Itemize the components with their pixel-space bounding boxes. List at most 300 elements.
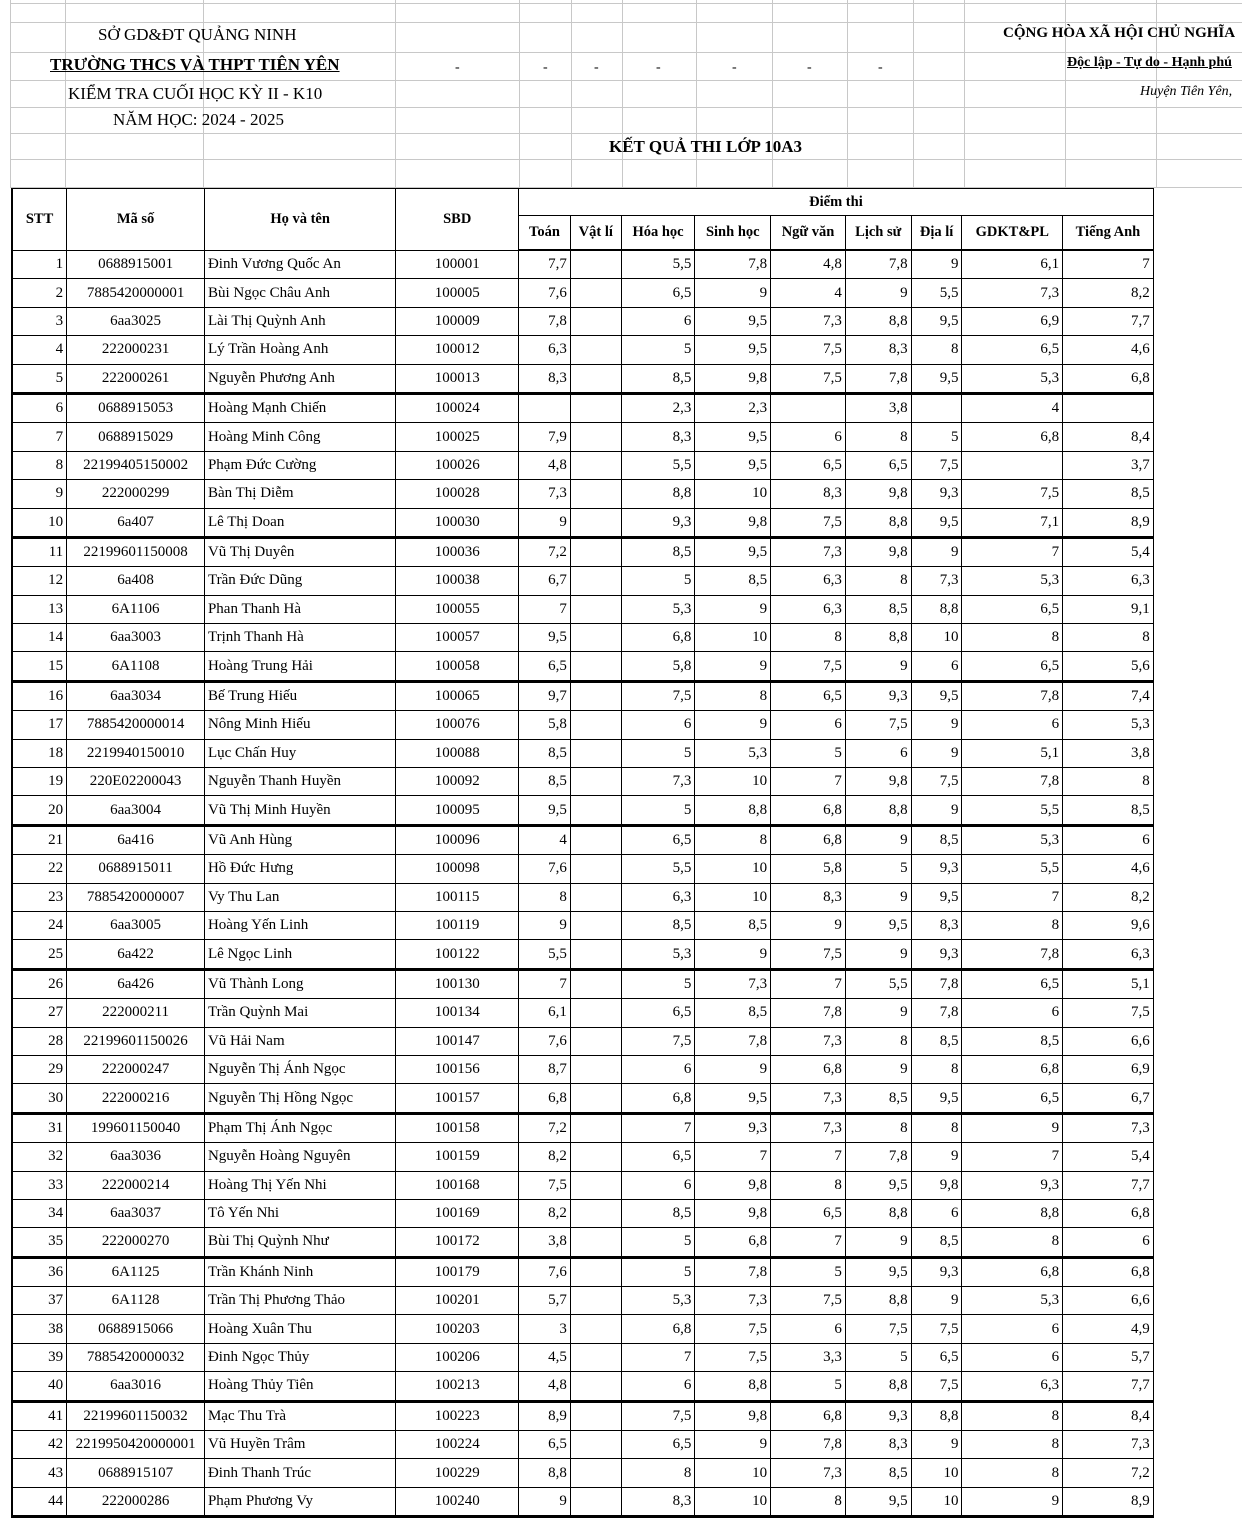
cell-gdktpl: 5,3	[962, 825, 1063, 854]
cell-maso: 199601150040	[67, 1113, 205, 1142]
cell-nguvan: 7,5	[771, 336, 846, 364]
cell-gdktpl: 9	[962, 1487, 1063, 1516]
cell-diali: 6	[911, 1199, 962, 1227]
cell-stt: 15	[12, 652, 67, 681]
cell-name: Hoàng Thị Yến Nhi	[204, 1171, 395, 1199]
cell-nguvan: 7	[771, 768, 846, 796]
cell-toan: 4	[519, 825, 571, 854]
cell-toan: 8,5	[519, 768, 571, 796]
cell-name: Lê Ngọc Linh	[204, 940, 395, 969]
cell-stt: 34	[12, 1199, 67, 1227]
cell-lichsu: 8	[845, 1027, 911, 1055]
cell-stt: 11	[12, 537, 67, 566]
cell-stt: 20	[12, 796, 67, 825]
cell-hoahoc: 6,8	[621, 1315, 695, 1343]
cell-toan: 7,6	[519, 855, 571, 883]
table-row	[12, 1287, 1242, 1315]
cell-vatli	[570, 393, 621, 422]
cell-tienganh: 5,4	[1063, 537, 1154, 566]
cell-extra	[1153, 508, 1242, 537]
cell-tienganh: 9,1	[1063, 595, 1154, 623]
cell-nguvan: 4,8	[771, 250, 846, 279]
cell-vatli	[570, 1315, 621, 1343]
cell-diali: 8	[911, 336, 962, 364]
cell-stt: 38	[12, 1315, 67, 1343]
cell-sinhhoc: 9	[695, 1055, 771, 1083]
cell-sinhhoc: 8,5	[695, 911, 771, 939]
cell-hoahoc: 5	[621, 1228, 695, 1257]
cell-sbd: 100076	[396, 711, 519, 739]
cell-nguvan: 7,5	[771, 652, 846, 681]
cell-maso: 222000211	[67, 999, 205, 1027]
cell-gdktpl: 6,5	[962, 595, 1063, 623]
cell-lichsu: 7,8	[845, 1143, 911, 1171]
cell-lichsu: 9,3	[845, 1401, 911, 1430]
header-subject: Địa lí	[911, 216, 962, 251]
cell-diali: 9,3	[911, 1257, 962, 1286]
cell-sbd: 100122	[396, 940, 519, 969]
table-row	[12, 1171, 1242, 1199]
cell-lichsu: 3,8	[845, 393, 911, 422]
cell-lichsu: 8,5	[845, 595, 911, 623]
cell-extra	[1153, 336, 1242, 364]
cell-tienganh: 8,5	[1063, 796, 1154, 825]
dash-1: -	[455, 60, 460, 75]
cell-extra	[1153, 825, 1242, 854]
cell-extra	[1153, 1287, 1242, 1315]
cell-nguvan: 6,8	[771, 796, 846, 825]
cell-sinhhoc: 7,5	[695, 1343, 771, 1371]
cell-toan: 8,8	[519, 1459, 571, 1487]
cell-maso: 6aa3003	[67, 624, 205, 652]
header-stt: STT	[12, 189, 67, 251]
cell-lichsu: 8,3	[845, 336, 911, 364]
cell-diali: 9,5	[911, 508, 962, 537]
place-date: Huyện Tiên Yên,	[1140, 84, 1233, 99]
cell-name: Mạc Thu Trà	[204, 1401, 395, 1430]
cell-name: Đinh Vương Quốc An	[204, 250, 395, 279]
cell-vatli	[570, 1459, 621, 1487]
cell-vatli	[570, 1143, 621, 1171]
cell-nguvan: 6	[771, 423, 846, 451]
cell-name: Lài Thị Quỳnh Anh	[204, 307, 395, 335]
cell-name: Lục Chấn Huy	[204, 739, 395, 767]
cell-stt: 41	[12, 1401, 67, 1430]
cell-toan: 4,8	[519, 451, 571, 479]
cell-diali: 9,5	[911, 681, 962, 710]
cell-extra	[1153, 1372, 1242, 1401]
cell-sbd: 100168	[396, 1171, 519, 1199]
cell-nguvan: 7,3	[771, 1084, 846, 1113]
cell-gdktpl: 6	[962, 1343, 1063, 1371]
cell-gdktpl: 7,1	[962, 508, 1063, 537]
cell-lichsu: 8,8	[845, 307, 911, 335]
cell-maso: 6a408	[67, 567, 205, 595]
cell-sbd: 100179	[396, 1257, 519, 1286]
cell-tienganh: 6,3	[1063, 940, 1154, 969]
cell-toan: 7,6	[519, 1257, 571, 1286]
cell-stt: 18	[12, 739, 67, 767]
cell-gdktpl: 5,5	[962, 796, 1063, 825]
cell-maso: 6aa3037	[67, 1199, 205, 1227]
cell-nguvan: 3,3	[771, 1343, 846, 1371]
header-subject: Ngữ văn	[771, 216, 846, 251]
cell-extra	[1153, 911, 1242, 939]
cell-nguvan: 7,3	[771, 1113, 846, 1142]
cell-gdktpl: 5,5	[962, 855, 1063, 883]
cell-lichsu: 7,8	[845, 250, 911, 279]
cell-gdktpl: 5,3	[962, 364, 1063, 393]
cell-tienganh: 5,1	[1063, 969, 1154, 998]
table-row	[12, 1372, 1242, 1401]
cell-gdktpl: 9,3	[962, 1171, 1063, 1199]
cell-stt: 28	[12, 1027, 67, 1055]
cell-vatli	[570, 681, 621, 710]
table-row	[12, 796, 1242, 825]
cell-name: Bế Trung Hiếu	[204, 681, 395, 710]
table-row	[12, 1228, 1242, 1257]
cell-maso: 222000214	[67, 1171, 205, 1199]
cell-name: Phạm Đức Cường	[204, 451, 395, 479]
cell-tienganh: 7	[1063, 250, 1154, 279]
cell-nguvan: 7	[771, 1228, 846, 1257]
cell-maso: 2219950420000001	[67, 1431, 205, 1459]
cell-diali: 7,5	[911, 768, 962, 796]
cell-maso: 6aa3036	[67, 1143, 205, 1171]
cell-extra	[1153, 423, 1242, 451]
cell-tienganh: 8,9	[1063, 508, 1154, 537]
cell-diali: 8,5	[911, 825, 962, 854]
cell-nguvan: 8,3	[771, 480, 846, 508]
cell-diali: 5	[911, 423, 962, 451]
cell-extra	[1153, 1401, 1242, 1430]
cell-maso: 6aa3025	[67, 307, 205, 335]
cell-lichsu: 8	[845, 423, 911, 451]
cell-toan: 8,7	[519, 1055, 571, 1083]
cell-name: Hoàng Xuân Thu	[204, 1315, 395, 1343]
cell-sbd: 100088	[396, 739, 519, 767]
cell-stt: 32	[12, 1143, 67, 1171]
cell-gdktpl: 7,8	[962, 681, 1063, 710]
cell-nguvan: 6,5	[771, 1199, 846, 1227]
cell-hoahoc: 8,3	[621, 1487, 695, 1516]
cell-gdktpl: 6,8	[962, 423, 1063, 451]
cell-name: Tô Yến Nhi	[204, 1199, 395, 1227]
cell-sinhhoc: 10	[695, 855, 771, 883]
cell-sbd: 100005	[396, 279, 519, 307]
cell-name: Vũ Hải Nam	[204, 1027, 395, 1055]
cell-stt: 7	[12, 423, 67, 451]
header-subject: Vật lí	[570, 216, 621, 251]
cell-sbd: 100026	[396, 451, 519, 479]
cell-maso: 22199405150002	[67, 451, 205, 479]
cell-stt: 12	[12, 567, 67, 595]
cell-stt: 36	[12, 1257, 67, 1286]
cell-sinhhoc: 7,5	[695, 1315, 771, 1343]
cell-lichsu: 8,8	[845, 1372, 911, 1401]
cell-hoahoc: 9,3	[621, 508, 695, 537]
cell-name: Vũ Huyền Trâm	[204, 1431, 395, 1459]
cell-maso: 2219940150010	[67, 739, 205, 767]
cell-vatli	[570, 336, 621, 364]
cell-lichsu: 9	[845, 1055, 911, 1083]
cell-maso: 22199601150032	[67, 1401, 205, 1430]
cell-name: Nguyễn Thanh Huyền	[204, 768, 395, 796]
cell-extra	[1153, 1257, 1242, 1286]
cell-gdktpl: 6	[962, 999, 1063, 1027]
cell-diali: 9	[911, 537, 962, 566]
cell-sbd: 100024	[396, 393, 519, 422]
cell-name: Phạm Phương Vy	[204, 1487, 395, 1516]
header-name: Họ và tên	[204, 189, 395, 251]
cell-sinhhoc: 10	[695, 883, 771, 911]
cell-sbd: 100096	[396, 825, 519, 854]
cell-name: Phạm Thị Ánh Ngọc	[204, 1113, 395, 1142]
cell-nguvan: 6,8	[771, 825, 846, 854]
cell-maso: 222000270	[67, 1228, 205, 1257]
cell-diali: 9	[911, 739, 962, 767]
cell-toan: 7	[519, 595, 571, 623]
cell-vatli	[570, 1343, 621, 1371]
cell-vatli	[570, 940, 621, 969]
cell-diali: 7,3	[911, 567, 962, 595]
cell-vatli	[570, 911, 621, 939]
cell-sinhhoc: 9,5	[695, 336, 771, 364]
cell-sinhhoc: 10	[695, 1487, 771, 1516]
cell-tienganh: 8,2	[1063, 279, 1154, 307]
cell-sbd: 100038	[396, 567, 519, 595]
cell-tienganh: 7,3	[1063, 1113, 1154, 1142]
cell-extra	[1153, 739, 1242, 767]
cell-lichsu: 5,5	[845, 969, 911, 998]
cell-name: Trần Đức Dũng	[204, 567, 395, 595]
cell-stt: 6	[12, 393, 67, 422]
cell-vatli	[570, 1027, 621, 1055]
table-row	[12, 250, 1242, 279]
cell-extra	[1153, 537, 1242, 566]
cell-diali: 9	[911, 711, 962, 739]
cell-name: Hồ Đức Hưng	[204, 855, 395, 883]
cell-extra	[1153, 1113, 1242, 1142]
cell-gdktpl: 7	[962, 1143, 1063, 1171]
cell-diali: 7,5	[911, 1315, 962, 1343]
cell-vatli	[570, 451, 621, 479]
cell-sinhhoc: 9,5	[695, 537, 771, 566]
header-subject: GDKT&PL	[962, 216, 1063, 251]
cell-gdktpl: 9	[962, 1113, 1063, 1142]
header-subject: Tiếng Anh	[1063, 216, 1154, 251]
table-row	[12, 508, 1242, 537]
cell-gdktpl: 8,5	[962, 1027, 1063, 1055]
table-row	[12, 969, 1242, 998]
cell-hoahoc: 6,5	[621, 1143, 695, 1171]
cell-tienganh: 8	[1063, 768, 1154, 796]
cell-stt: 22	[12, 855, 67, 883]
header-subject: Toán	[519, 216, 571, 251]
cell-toan: 4,8	[519, 1372, 571, 1401]
cell-nguvan: 5	[771, 739, 846, 767]
cell-extra	[1153, 681, 1242, 710]
cell-lichsu: 8,8	[845, 624, 911, 652]
cell-extra	[1153, 451, 1242, 479]
cell-toan: 5,7	[519, 1287, 571, 1315]
cell-hoahoc: 8,5	[621, 537, 695, 566]
cell-sinhhoc: 8,8	[695, 1372, 771, 1401]
cell-extra	[1153, 1171, 1242, 1199]
cell-hoahoc: 8,5	[621, 911, 695, 939]
cell-gdktpl: 8	[962, 1401, 1063, 1430]
table-row	[12, 279, 1242, 307]
header-subject: Lịch sử	[845, 216, 911, 251]
cell-tienganh: 7,5	[1063, 999, 1154, 1027]
cell-toan: 4,5	[519, 1343, 571, 1371]
cell-sinhhoc: 9	[695, 652, 771, 681]
cell-nguvan: 7,5	[771, 940, 846, 969]
cell-name: Nguyễn Hoàng Nguyên	[204, 1143, 395, 1171]
cell-stt: 16	[12, 681, 67, 710]
cell-maso: 222000216	[67, 1084, 205, 1113]
table-row	[12, 739, 1242, 767]
cell-tienganh	[1063, 393, 1154, 422]
cell-toan: 7,8	[519, 307, 571, 335]
cell-hoahoc: 6	[621, 307, 695, 335]
cell-vatli	[570, 883, 621, 911]
table-row	[12, 624, 1242, 652]
cell-sinhhoc: 9,8	[695, 1401, 771, 1430]
cell-sbd: 100009	[396, 307, 519, 335]
cell-tienganh: 3,7	[1063, 451, 1154, 479]
cell-sinhhoc: 9,8	[695, 508, 771, 537]
cell-stt: 21	[12, 825, 67, 854]
exam-name: KIỂM TRA CUỐI HỌC KỲ II - K10	[68, 84, 323, 103]
cell-vatli	[570, 1171, 621, 1199]
cell-diali: 9	[911, 250, 962, 279]
cell-vatli	[570, 423, 621, 451]
cell-sbd: 100115	[396, 883, 519, 911]
cell-name: Bàn Thị Diễm	[204, 480, 395, 508]
cell-stt: 19	[12, 768, 67, 796]
cell-gdktpl: 6	[962, 711, 1063, 739]
cell-stt: 26	[12, 969, 67, 998]
cell-nguvan: 6,8	[771, 1055, 846, 1083]
table-row	[12, 681, 1242, 710]
cell-stt: 8	[12, 451, 67, 479]
cell-diali: 7,5	[911, 1372, 962, 1401]
table-row	[12, 825, 1242, 854]
header-extra	[1153, 189, 1242, 251]
cell-sinhhoc: 10	[695, 1459, 771, 1487]
cell-tienganh: 8,4	[1063, 1401, 1154, 1430]
cell-diali: 10	[911, 1459, 962, 1487]
cell-nguvan: 6,5	[771, 451, 846, 479]
cell-gdktpl: 8	[962, 1459, 1063, 1487]
cell-hoahoc: 6,3	[621, 883, 695, 911]
cell-extra	[1153, 279, 1242, 307]
cell-gdktpl: 8,8	[962, 1199, 1063, 1227]
cell-stt: 44	[12, 1487, 67, 1516]
table-row	[12, 883, 1242, 911]
cell-diali: 9,3	[911, 480, 962, 508]
cell-maso: 6aa3016	[67, 1372, 205, 1401]
cell-vatli	[570, 250, 621, 279]
cell-sinhhoc: 9	[695, 279, 771, 307]
cell-nguvan: 7	[771, 1143, 846, 1171]
cell-gdktpl: 7,5	[962, 480, 1063, 508]
cell-nguvan: 6	[771, 1315, 846, 1343]
cell-extra	[1153, 855, 1242, 883]
cell-toan: 7,3	[519, 480, 571, 508]
cell-nguvan: 7,5	[771, 508, 846, 537]
cell-sinhhoc: 7,8	[695, 1027, 771, 1055]
cell-extra	[1153, 250, 1242, 279]
cell-stt: 30	[12, 1084, 67, 1113]
cell-sinhhoc: 9,5	[695, 423, 771, 451]
cell-hoahoc: 5,5	[621, 250, 695, 279]
cell-extra	[1153, 567, 1242, 595]
cell-toan: 7,6	[519, 279, 571, 307]
cell-tienganh: 8,5	[1063, 480, 1154, 508]
cell-sbd: 100223	[396, 1401, 519, 1430]
table-row	[12, 423, 1242, 451]
cell-name: Nông Minh Hiếu	[204, 711, 395, 739]
cell-tienganh: 7,7	[1063, 307, 1154, 335]
cell-diali: 10	[911, 1487, 962, 1516]
cell-tienganh: 8,2	[1063, 883, 1154, 911]
cell-maso: 22199601150008	[67, 537, 205, 566]
cell-lichsu: 9,8	[845, 537, 911, 566]
cell-lichsu: 8	[845, 1113, 911, 1142]
cell-lichsu: 7,5	[845, 1315, 911, 1343]
cell-tienganh: 4,6	[1063, 336, 1154, 364]
cell-gdktpl: 4	[962, 393, 1063, 422]
cell-tienganh: 6,3	[1063, 567, 1154, 595]
table-row	[12, 1027, 1242, 1055]
cell-vatli	[570, 739, 621, 767]
table-row	[12, 480, 1242, 508]
cell-extra	[1153, 480, 1242, 508]
cell-tienganh: 6	[1063, 825, 1154, 854]
cell-sinhhoc: 9,8	[695, 1199, 771, 1227]
cell-toan: 9,5	[519, 624, 571, 652]
cell-maso: 7885420000014	[67, 711, 205, 739]
cell-tienganh: 6,8	[1063, 364, 1154, 393]
cell-extra	[1153, 1487, 1242, 1516]
cell-nguvan: 8	[771, 1171, 846, 1199]
cell-extra	[1153, 364, 1242, 393]
cell-hoahoc: 6,5	[621, 279, 695, 307]
cell-maso: 6aa3005	[67, 911, 205, 939]
cell-stt: 2	[12, 279, 67, 307]
report-title: KẾT QUẢ THI LỚP 10A3	[609, 137, 803, 156]
cell-vatli	[570, 825, 621, 854]
table-row	[12, 393, 1242, 422]
table-row	[12, 855, 1242, 883]
table-row	[12, 1487, 1242, 1516]
cell-name: Vũ Thành Long	[204, 969, 395, 998]
cell-name: Nguyễn Thị Hồng Ngọc	[204, 1084, 395, 1113]
cell-diali: 9	[911, 1143, 962, 1171]
cell-sbd: 100098	[396, 855, 519, 883]
cell-tienganh: 6,9	[1063, 1055, 1154, 1083]
cell-diali: 8,5	[911, 1228, 962, 1257]
table-row	[12, 711, 1242, 739]
cell-toan: 9,5	[519, 796, 571, 825]
cell-sbd: 100058	[396, 652, 519, 681]
cell-lichsu: 6,5	[845, 451, 911, 479]
cell-name: Trần Khánh Ninh	[204, 1257, 395, 1286]
cell-lichsu: 9	[845, 883, 911, 911]
cell-maso: 6A1106	[67, 595, 205, 623]
